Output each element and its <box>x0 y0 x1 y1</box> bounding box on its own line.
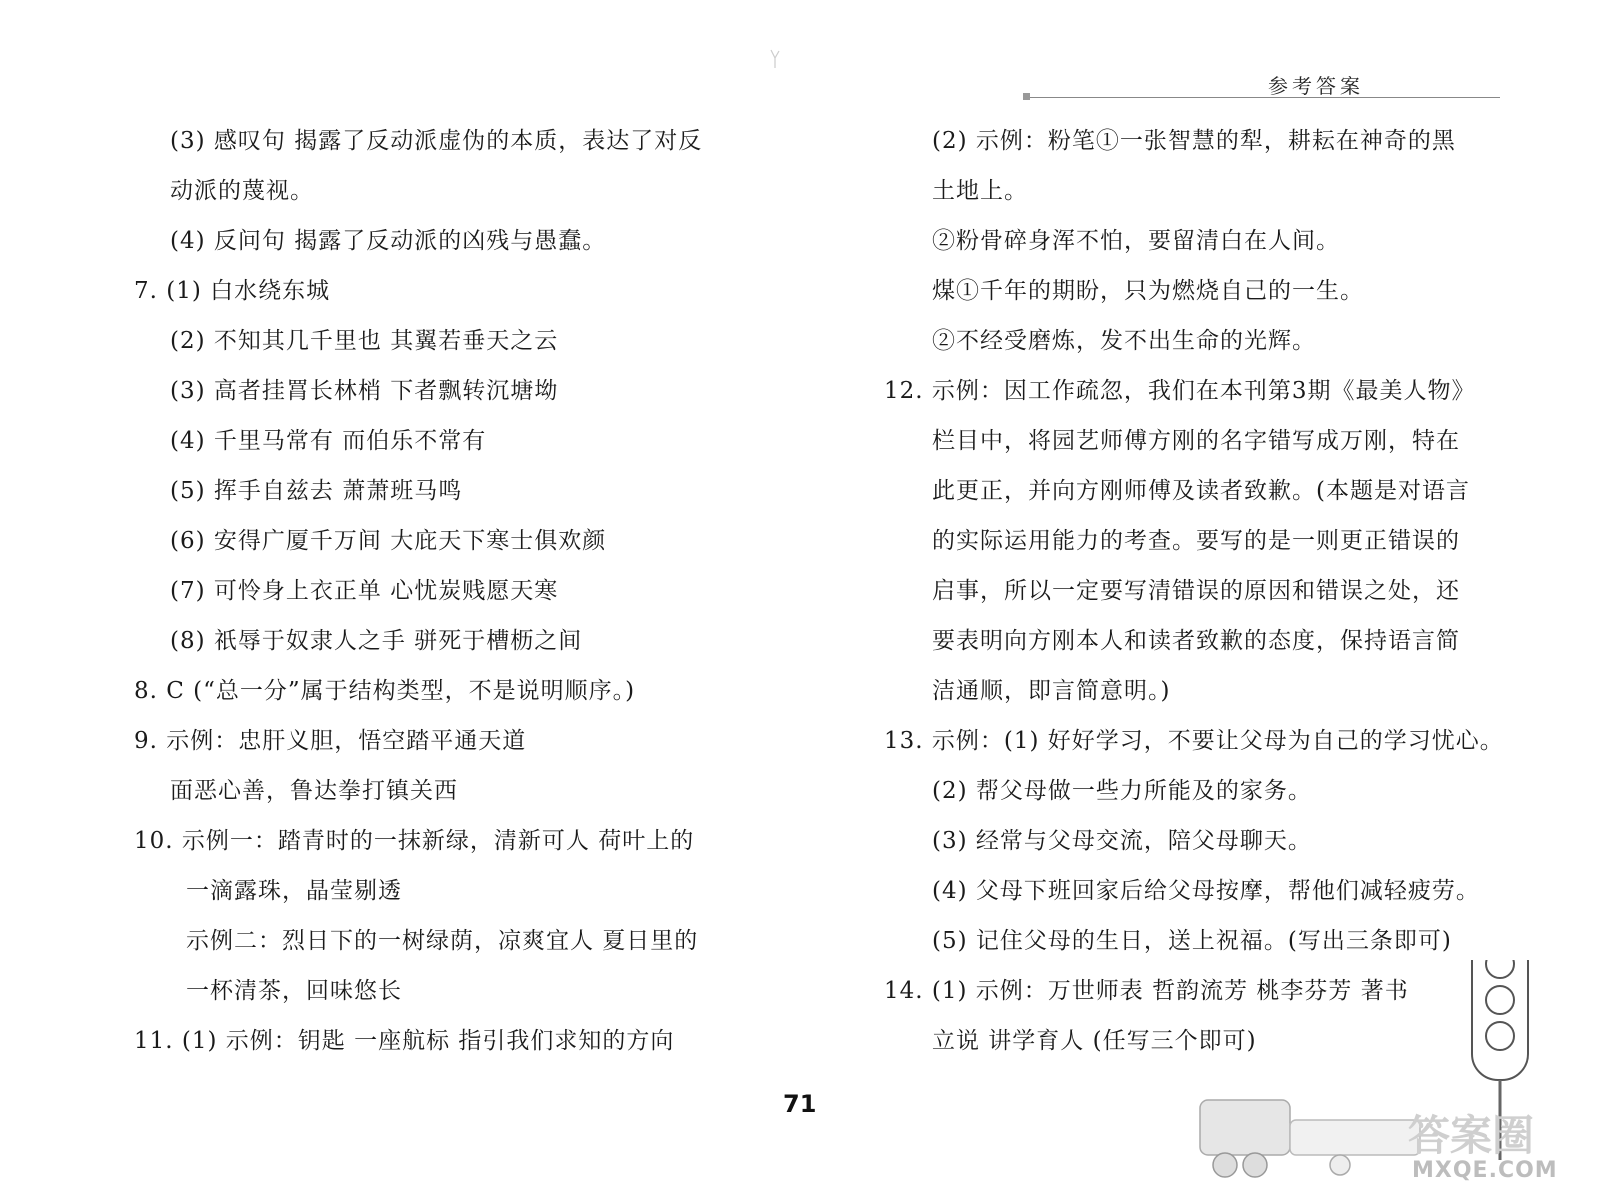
answer-line: 要表明向方刚本人和读者致歉的态度，保持语言简 <box>932 628 1460 654</box>
answer-line: 11. (1) 示例：钥匙 一座航标 指引我们求知的方向 <box>134 1028 675 1054</box>
answer-line: 煤①千年的期盼，只为燃烧自己的一生。 <box>932 278 1364 304</box>
traffic-light-bottom-icon <box>1486 1022 1514 1050</box>
answer-line: 一杯清茶，回味悠长 <box>186 978 402 1004</box>
answer-line: 一滴露珠，晶莹剔透 <box>186 878 402 904</box>
header-rule <box>1030 97 1500 98</box>
answer-line: 此更正，并向方刚师傅及读者致歉。(本题是对语言 <box>932 478 1470 504</box>
answer-line: 10. 示例一：踏青时的一抹新绿，清新可人 荷叶上的 <box>134 828 695 854</box>
answer-line: 立说 讲学育人 (任写三个即可) <box>932 1028 1257 1054</box>
answer-line: (3) 经常与父母交流，陪父母聊天。 <box>932 828 1312 854</box>
answer-line: (5) 挥手自兹去 萧萧班马鸣 <box>170 478 463 504</box>
answer-line: (2) 示例：粉笔①一张智慧的犁，耕耘在神奇的黑 <box>932 128 1456 154</box>
answer-line: 7. (1) 白水绕东城 <box>134 278 331 304</box>
answer-line: 12. 示例：因工作疏忽，我们在本刊第3期《最美人物》 <box>884 378 1476 404</box>
page-number: 71 <box>783 1090 817 1118</box>
answer-line: 13. 示例：(1) 好好学习，不要让父母为自己的学习忧心。 <box>884 728 1504 754</box>
answer-line: (2) 不知其几千里也 其翼若垂天之云 <box>170 328 559 354</box>
wheel-icon <box>1213 1153 1237 1177</box>
wheel-icon <box>1330 1155 1350 1175</box>
answer-line: 的实际运用能力的考查。要写的是一则更正错误的 <box>932 528 1460 554</box>
answer-line: 栏目中，将园艺师傅方刚的名字错写成万刚，特在 <box>932 428 1460 454</box>
answer-line: 示例二：烈日下的一树绿荫，凉爽宜人 夏日里的 <box>186 928 699 954</box>
traffic-light-top-icon <box>1486 960 1514 978</box>
answer-line: 动派的蔑视。 <box>170 178 314 204</box>
page-header-title: 参考答案 <box>1268 74 1364 98</box>
answer-line: 启事，所以一定要写清错误的原因和错误之处，还 <box>932 578 1460 604</box>
answer-line: (2) 帮父母做一些力所能及的家务。 <box>932 778 1312 804</box>
answer-line: (6) 安得广厦千万间 大庇天下寒士俱欢颜 <box>170 528 607 554</box>
answer-line: 洁通顺，即言简意明。) <box>932 678 1171 704</box>
left-answer-column <box>134 116 774 1066</box>
answer-line: (5) 记住父母的生日，送上祝福。(写出三条即可) <box>932 928 1452 954</box>
answer-line: ②不经受磨炼，发不出生命的光辉。 <box>932 328 1316 354</box>
answer-line: ②粉骨碎身浑不怕，要留清白在人间。 <box>932 228 1340 254</box>
wheel-icon <box>1243 1153 1267 1177</box>
watermark-url: MXQE.COM <box>1412 1158 1558 1183</box>
answer-line: (3) 感叹句 揭露了反动派虚伪的本质，表达了对反 <box>170 128 703 154</box>
answer-line: 14. (1) 示例：万世师表 哲韵流芳 桃李芬芳 著书 <box>884 978 1409 1004</box>
scan-mark <box>768 48 782 70</box>
answer-line: (4) 父母下班回家后给父母按摩，帮他们减轻疲劳。 <box>932 878 1480 904</box>
answer-line: (4) 千里马常有 而伯乐不常有 <box>170 428 487 454</box>
watermark-logo: 答案圈 <box>1408 1111 1535 1160</box>
answer-line: 9. 示例：忠肝义胆，悟空踏平通天道 <box>134 728 527 754</box>
answer-line: (4) 反问句 揭露了反动派的凶残与愚蠢。 <box>170 228 607 254</box>
right-answer-column <box>884 116 1514 1066</box>
answer-line: (3) 高者挂罥长林梢 下者飘转沉塘坳 <box>170 378 559 404</box>
answer-line: 面恶心善，鲁达拳打镇关西 <box>170 778 458 804</box>
answer-line: 8. C (“总一分”属于结构类型，不是说明顺序。) <box>134 678 636 704</box>
answer-line: 土地上。 <box>932 178 1028 204</box>
answer-line: (7) 可怜身上衣正单 心忧炭贱愿天寒 <box>170 578 559 604</box>
answer-line: (8) 祇辱于奴隶人之手 骈死于槽枥之间 <box>170 628 583 654</box>
traffic-light-middle-icon <box>1486 986 1514 1014</box>
